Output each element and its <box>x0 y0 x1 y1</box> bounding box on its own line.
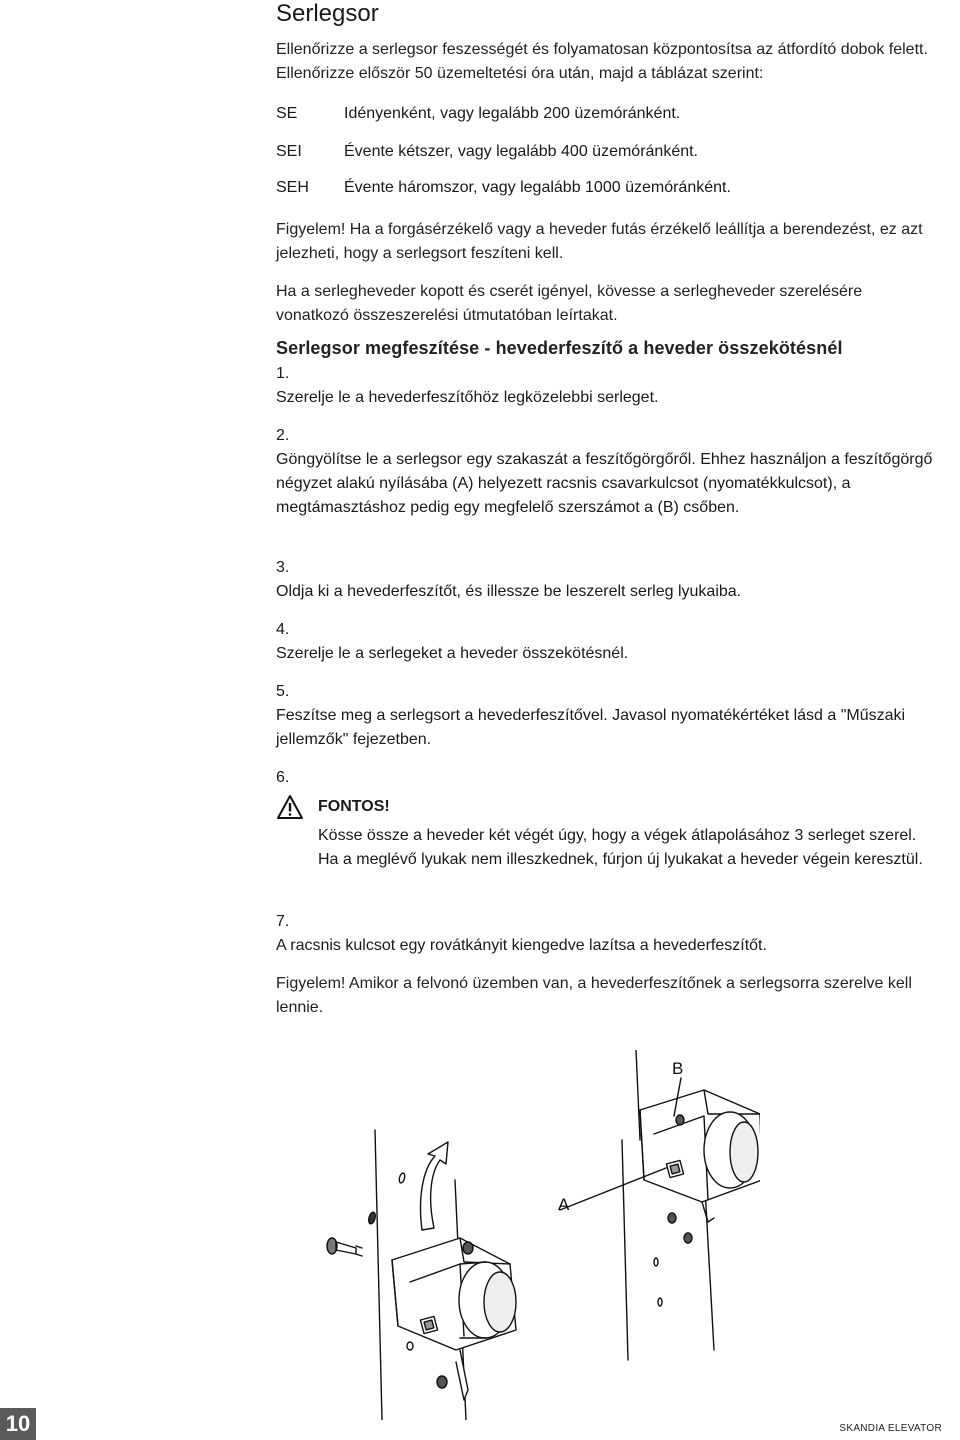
warning-title: FONTOS! <box>318 798 390 815</box>
warning-text: Kösse össze a heveder két végét úgy, hogy a végek átlapolásához 3 serleget szerel. Ha a meglévő lyukak nem illeszkednek, fúrjon új lyukakat a heveder végein keresztül. <box>318 827 923 868</box>
step-number-5: 5. <box>276 683 290 700</box>
schedule-text: Idényenként, vagy legalább 200 üzemóránként. <box>344 105 681 122</box>
intro-paragraph: Ellenőrizze a serlegsor feszességét és folyamatosan központosítsa az átfordító dobok felett. Ellenőrizze először 50 üzemeltetési óra után, majd a táblázat szerint: <box>276 41 928 82</box>
figure-label-a: A <box>558 1195 570 1214</box>
schedule-code: SE <box>276 105 298 122</box>
step-text-5: Feszítse meg a serlegsort a hevederfeszítővel. Javasol nyomatékértéket lásd a "Műszaki jellemzők" fejezetben. <box>276 707 906 748</box>
step-number-2: 2. <box>276 427 290 444</box>
figure-label-b: B <box>672 1059 684 1078</box>
schedule-code: SEH <box>276 179 309 196</box>
tensioner-illustration <box>310 1050 760 1420</box>
step-number-7: 7. <box>276 913 290 930</box>
step-text-4: Szerelje le a serlegeket a heveder összekötésnél. <box>276 645 629 662</box>
page-title: Serlegsor <box>276 0 379 27</box>
schedule-code: SEI <box>276 143 302 160</box>
footer-brand: SKANDIA ELEVATOR <box>839 1423 942 1434</box>
step-number-4: 4. <box>276 621 290 638</box>
step-number-6: 6. <box>276 769 290 786</box>
step-text-1: Szerelje le a hevederfeszítőhöz legközelebbi serleget. <box>276 389 659 406</box>
step-text-2: Göngyölítse le a serlegsor egy szakaszát a feszítőgörgőről. Ehhez használjon a feszítőgörgő négyzet alakú nyílásába (A) helyezett racsnis csavarkulcsot (nyomatékkulcsot), a megtámasztáshoz pedig egy megfelelő szerszámot a (B) csőben. <box>276 451 933 516</box>
page-number: 10 <box>0 1408 36 1440</box>
note-rotation-sensor: Figyelem! Ha a forgásérzékelő vagy a heveder futás érzékelő leállítja a berendezést, ez azt jelezheti, hogy a serlegsort feszíteni kell. <box>276 221 923 262</box>
schedule-text: Évente háromszor, vagy legalább 1000 üzemóránként. <box>344 179 731 196</box>
step-number-3: 3. <box>276 559 290 576</box>
step-text-7: A racsnis kulcsot egy rovátkányit kiengedve lazítsa a hevederfeszítőt. <box>276 937 767 954</box>
note-belt-replacement: Ha a serlegheveder kopott és cserét igényel, kövesse a serlegheveder szerelésére vonatkozó összeszerelési útmutatóban leírtakat. <box>276 283 863 324</box>
final-note: Figyelem! Amikor a felvonó üzemben van, a hevederfeszítőnek a serlegsorra szerelve kell lennie. <box>276 975 912 1016</box>
step-text-3: Oldja ki a hevederfeszítőt, és illessze be leszerelt serleg lyukaiba. <box>276 583 742 600</box>
section-heading: Serlegsor megfeszítése - hevederfeszítő a heveder összekötésnél <box>276 338 843 358</box>
step-number-1: 1. <box>276 365 290 382</box>
warning-triangle-icon <box>276 794 304 820</box>
schedule-text: Évente kétszer, vagy legalább 400 üzemóránként. <box>344 143 698 160</box>
